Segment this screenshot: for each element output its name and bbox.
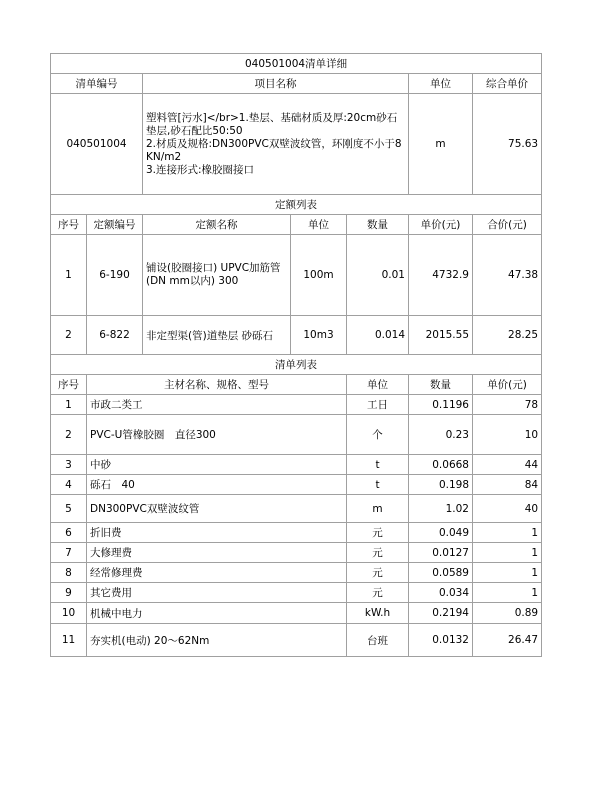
- material-row: [51, 603, 542, 624]
- material-qty: 0.1196: [409, 395, 473, 415]
- quota-qty: 0.014: [347, 316, 409, 355]
- material-no: 5: [51, 495, 87, 523]
- material-unit: 工日: [347, 395, 409, 415]
- bill-detail-table: [50, 53, 542, 657]
- bill-code: 040501004: [51, 94, 143, 195]
- material-name: 夯实机(电动) 20～62Nm: [87, 624, 347, 657]
- quota-section-title: 定额列表: [51, 195, 542, 215]
- material-unit-price: 26.47: [473, 624, 542, 657]
- bill-name: [143, 94, 409, 195]
- material-no: 3: [51, 455, 87, 475]
- material-header-row: [51, 375, 542, 395]
- material-row: [51, 523, 542, 543]
- material-unit-price: 78: [473, 395, 542, 415]
- material-row: [51, 495, 542, 523]
- quota-unit-price-header: 单价(元): [409, 215, 473, 235]
- material-unit: 元: [347, 583, 409, 603]
- material-unit-price: 84: [473, 475, 542, 495]
- quota-unit-price: 4732.9: [409, 235, 473, 316]
- table-title: 040501004清单详细: [51, 54, 542, 74]
- material-rows: [51, 395, 542, 657]
- quota-code: 6-190: [87, 235, 143, 316]
- quota-total: 47.38: [473, 235, 542, 316]
- material-name: DN300PVC双壁波纹管: [87, 495, 347, 523]
- quota-name-header: 定额名称: [143, 215, 291, 235]
- material-no: 8: [51, 563, 87, 583]
- material-row: [51, 563, 542, 583]
- material-unit-price: 1: [473, 523, 542, 543]
- material-qty: 0.2194: [409, 603, 473, 624]
- bill-name-line-3: 3.连接形式:橡胶圈接口: [146, 163, 255, 176]
- material-unit-price: 44: [473, 455, 542, 475]
- material-row: [51, 415, 542, 455]
- material-unit: kW.h: [347, 603, 409, 624]
- material-unit-price: 0.89: [473, 603, 542, 624]
- material-qty-header: 数量: [409, 375, 473, 395]
- material-row: [51, 624, 542, 657]
- material-row: [51, 455, 542, 475]
- material-no: 4: [51, 475, 87, 495]
- quota-unit: 10m3: [291, 316, 347, 355]
- bill-unit-header: 单位: [409, 74, 473, 94]
- bill-unit: m: [409, 94, 473, 195]
- material-name: 机械中电力: [87, 603, 347, 624]
- material-no-header: 序号: [51, 375, 87, 395]
- quota-total: 28.25: [473, 316, 542, 355]
- bill-row: [51, 94, 542, 195]
- material-no: 7: [51, 543, 87, 563]
- quota-name: 铺设(胶圈接口) UPVC加筋管(DN mm以内) 300: [143, 235, 291, 316]
- material-unit-price: 1: [473, 543, 542, 563]
- material-name: 大修理费: [87, 543, 347, 563]
- quota-qty: 0.01: [347, 235, 409, 316]
- quota-no-header: 序号: [51, 215, 87, 235]
- quota-no: 2: [51, 316, 87, 355]
- bill-name-line-2: 2.材质及规格:DN300PVC双壁波纹管，环刚度不小于8KN/m2: [146, 137, 402, 163]
- quota-name: 非定型渠(管)道垫层 砂砾石: [143, 316, 291, 355]
- material-unit-price-header: 单价(元): [473, 375, 542, 395]
- bill-price-header: 综合单价: [473, 74, 542, 94]
- quota-row: [51, 235, 542, 316]
- bill-code-header: 清单编号: [51, 74, 143, 94]
- material-row: [51, 475, 542, 495]
- quota-row: [51, 316, 542, 355]
- material-qty: 0.198: [409, 475, 473, 495]
- material-qty: 0.0589: [409, 563, 473, 583]
- material-name: 市政二类工: [87, 395, 347, 415]
- material-no: 6: [51, 523, 87, 543]
- material-name: 中砂: [87, 455, 347, 475]
- quota-header-row: [51, 215, 542, 235]
- material-section-title: 清单列表: [51, 355, 542, 375]
- material-qty: 0.034: [409, 583, 473, 603]
- material-qty: 0.0127: [409, 543, 473, 563]
- material-name: 折旧费: [87, 523, 347, 543]
- material-unit: 台班: [347, 624, 409, 657]
- quota-unit-price: 2015.55: [409, 316, 473, 355]
- material-name-header: 主材名称、规格、型号: [87, 375, 347, 395]
- material-qty: 0.049: [409, 523, 473, 543]
- material-unit: t: [347, 475, 409, 495]
- material-unit: 个: [347, 415, 409, 455]
- bill-header-row: [51, 74, 542, 94]
- material-no: 1: [51, 395, 87, 415]
- quota-qty-header: 数量: [347, 215, 409, 235]
- material-row: [51, 543, 542, 563]
- material-row: [51, 395, 542, 415]
- quota-no: 1: [51, 235, 87, 316]
- quota-unit-header: 单位: [291, 215, 347, 235]
- material-no: 2: [51, 415, 87, 455]
- material-unit-price: 1: [473, 583, 542, 603]
- material-unit-header: 单位: [347, 375, 409, 395]
- bill-name-header: 项目名称: [143, 74, 409, 94]
- material-unit-price: 1: [473, 563, 542, 583]
- material-qty: 0.23: [409, 415, 473, 455]
- material-qty: 1.02: [409, 495, 473, 523]
- material-name: 其它费用: [87, 583, 347, 603]
- material-name: PVC-U管橡胶圈 直径300: [87, 415, 347, 455]
- material-unit-price: 40: [473, 495, 542, 523]
- material-no: 10: [51, 603, 87, 624]
- material-qty: 0.0132: [409, 624, 473, 657]
- bill-name-line-1: 塑料管[污水]</br>1.垫层、基础材质及厚:20cm砂石垫层,砂石配比50:50: [146, 111, 398, 137]
- material-name: 砾石 40: [87, 475, 347, 495]
- quota-code-header: 定额编号: [87, 215, 143, 235]
- material-unit: m: [347, 495, 409, 523]
- material-unit: t: [347, 455, 409, 475]
- material-row: [51, 583, 542, 603]
- material-unit: 元: [347, 523, 409, 543]
- material-qty: 0.0668: [409, 455, 473, 475]
- material-unit-price: 10: [473, 415, 542, 455]
- bill-price: 75.63: [473, 94, 542, 195]
- material-unit: 元: [347, 563, 409, 583]
- quota-code: 6-822: [87, 316, 143, 355]
- material-unit: 元: [347, 543, 409, 563]
- material-name: 经常修理费: [87, 563, 347, 583]
- quota-total-header: 合价(元): [473, 215, 542, 235]
- quota-unit: 100m: [291, 235, 347, 316]
- material-no: 9: [51, 583, 87, 603]
- material-no: 11: [51, 624, 87, 657]
